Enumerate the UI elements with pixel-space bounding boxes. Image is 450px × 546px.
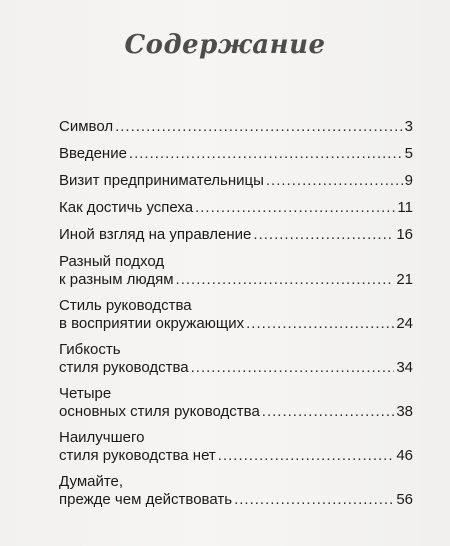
page-title: Содержание [124, 30, 326, 60]
table-of-contents [59, 118, 413, 517]
toc-page-number: 46 [396, 447, 413, 464]
dot-leader [246, 315, 394, 333]
toc-entry-title-line: основных стиля руководства [59, 403, 260, 420]
dot-leader [115, 118, 403, 136]
dot-leader [262, 403, 395, 421]
dot-leader [191, 359, 395, 377]
dot-leader [234, 491, 394, 509]
dot-leader [129, 145, 403, 163]
toc-entry-title-line: Стиль руководства [59, 297, 192, 314]
toc-entry[interactable] [59, 145, 413, 163]
toc-entry-title: Введение [59, 145, 127, 162]
toc-entry-title-line: стиля руководства [59, 359, 189, 376]
toc-page-number: 34 [396, 359, 413, 376]
dot-leader [176, 271, 395, 289]
toc-entry[interactable] [59, 429, 413, 465]
dot-leader [253, 226, 394, 244]
toc-entry[interactable] [59, 341, 413, 377]
toc-entry-title-line: Наилучшего [59, 429, 145, 446]
toc-entry[interactable] [59, 297, 413, 333]
toc-entry-title: Визит предпринимательницы [59, 172, 264, 189]
toc-page-number: 9 [404, 172, 413, 189]
toc-entry-title-line: прежде чем действовать [59, 491, 233, 508]
toc-entry-title: Символ [59, 118, 114, 135]
toc-entry[interactable] [59, 226, 413, 244]
toc-page-number: 24 [396, 315, 413, 332]
toc-page-number: 38 [396, 403, 413, 420]
toc-page-number: 21 [396, 271, 413, 288]
toc-entry-title: Как достичь успеха [59, 199, 194, 216]
toc-entry[interactable] [59, 118, 413, 136]
toc-entry-title-line: Гибкость [59, 341, 121, 358]
toc-page-number: 11 [397, 199, 413, 216]
toc-entry-title-line: стиля руководства нет [59, 447, 216, 464]
toc-page-number: 16 [396, 226, 413, 243]
toc-entry[interactable] [59, 199, 413, 217]
dot-leader [218, 447, 395, 465]
toc-page-number: 3 [404, 118, 413, 135]
toc-entry-title-line: в восприятии окружающих [59, 315, 245, 332]
toc-entry-title-line: к разным людям [59, 271, 174, 288]
toc-entry[interactable] [59, 253, 413, 289]
toc-entry[interactable] [59, 172, 413, 190]
dot-leader [195, 199, 395, 217]
toc-page-number: 5 [404, 145, 413, 162]
dot-leader [266, 172, 403, 190]
toc-entry-title-line: Думайте, [59, 473, 124, 490]
toc-entry-title: Иной взгляд на управление [59, 226, 252, 243]
toc-entry-title-line: Четыре [59, 385, 112, 402]
toc-entry[interactable] [59, 385, 413, 421]
toc-entry[interactable] [59, 473, 413, 509]
toc-page-number: 56 [396, 491, 413, 508]
toc-entry-title-line: Разный подход [59, 253, 165, 270]
